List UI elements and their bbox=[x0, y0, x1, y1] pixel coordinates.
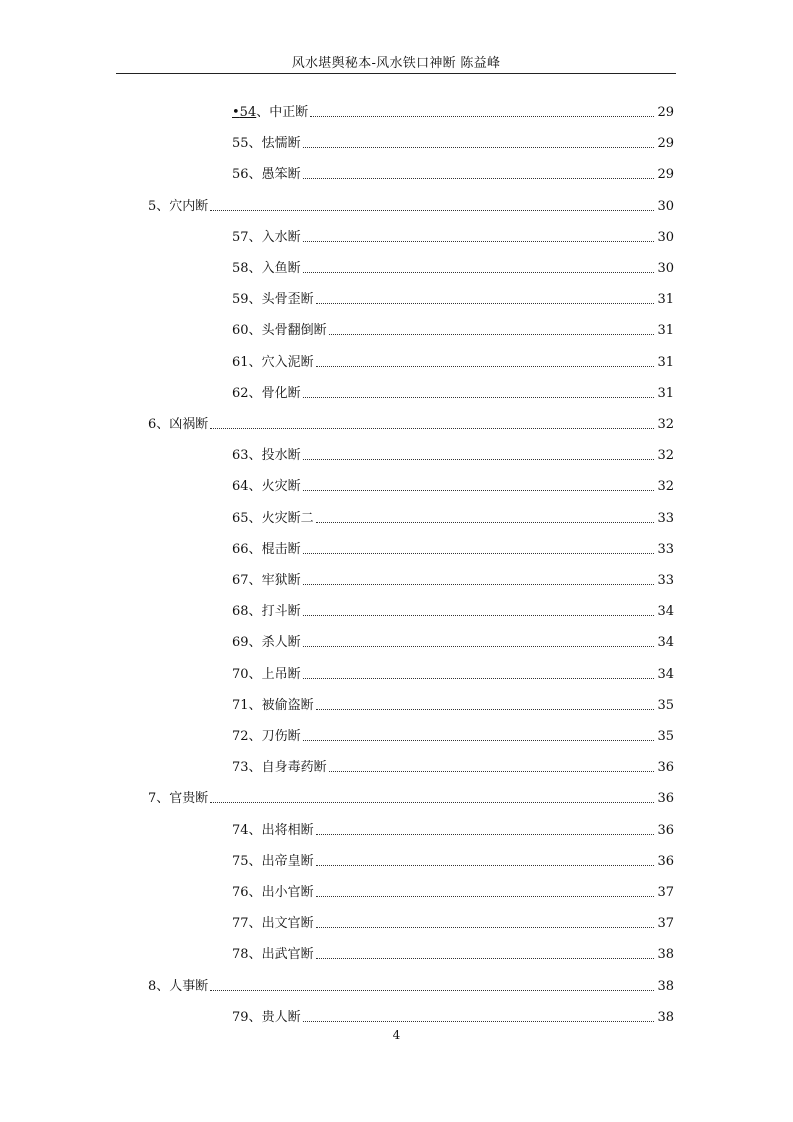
toc-leader-dots bbox=[303, 397, 655, 398]
toc-entry-label bbox=[232, 448, 301, 464]
toc-entry-title: 出小官断 bbox=[261, 885, 314, 900]
toc-entry-separator: 、 bbox=[248, 729, 262, 744]
toc-leader-dots bbox=[316, 958, 655, 959]
toc-entry-title: 打斗断 bbox=[261, 604, 301, 619]
toc-entry-separator: 、 bbox=[248, 230, 262, 245]
toc-entry-separator: 、 bbox=[248, 167, 262, 182]
toc-entry-number: 67 bbox=[232, 573, 249, 588]
toc-entry[interactable] bbox=[232, 288, 674, 308]
toc-entry-page: 33 bbox=[657, 573, 674, 588]
toc-entry-label bbox=[232, 542, 301, 558]
toc-entry[interactable] bbox=[232, 507, 674, 527]
toc-entry-number: 58 bbox=[232, 261, 249, 276]
toc-entry-page: 38 bbox=[657, 979, 674, 994]
toc-entry[interactable] bbox=[232, 569, 674, 589]
toc-entry-separator: 、 bbox=[248, 885, 262, 900]
toc-leader-dots bbox=[329, 771, 655, 772]
toc-entry-label bbox=[232, 635, 301, 651]
toc-entry-separator: 、 bbox=[248, 823, 262, 838]
toc-entry-label bbox=[232, 136, 301, 152]
toc-leader-dots bbox=[210, 210, 654, 211]
toc-entry-title: 出文官断 bbox=[261, 916, 314, 931]
toc-entry-page: 37 bbox=[657, 885, 674, 900]
toc-entry-label bbox=[232, 604, 301, 620]
toc-entry[interactable] bbox=[232, 819, 674, 839]
toc-entry-number: 8 bbox=[148, 979, 157, 994]
toc-entry-title: 官贵断 bbox=[169, 791, 209, 806]
toc-leader-dots bbox=[303, 646, 655, 647]
toc-entry-label bbox=[232, 854, 314, 870]
toc-entry-separator: 、 bbox=[156, 979, 170, 994]
toc-entry-number: 65 bbox=[232, 511, 249, 526]
toc-entry-number: 78 bbox=[232, 947, 249, 962]
toc-entry-page: 31 bbox=[657, 292, 674, 307]
toc-leader-dots bbox=[303, 490, 655, 491]
toc-entry[interactable] bbox=[232, 725, 674, 745]
toc-entry[interactable] bbox=[232, 756, 674, 776]
toc-entry-page: 29 bbox=[657, 136, 674, 151]
toc-entry-page: 32 bbox=[657, 479, 674, 494]
toc-entry-number: 7 bbox=[148, 791, 157, 806]
toc-entry[interactable] bbox=[232, 101, 674, 121]
toc-entry-page: 35 bbox=[657, 729, 674, 744]
toc-entry-title: 出帝皇断 bbox=[261, 854, 314, 869]
toc-entry-label bbox=[232, 823, 314, 839]
toc-entry-page: 34 bbox=[657, 635, 674, 650]
toc-entry-label bbox=[232, 261, 301, 277]
toc-entry-number: 63 bbox=[232, 448, 249, 463]
toc-entry[interactable] bbox=[232, 881, 674, 901]
toc-entry-number: 55 bbox=[232, 136, 249, 151]
toc-entry-separator: 、 bbox=[248, 1010, 262, 1025]
toc-entry-separator: 、 bbox=[156, 199, 170, 214]
toc-leader-dots bbox=[303, 241, 655, 242]
toc-leader-dots bbox=[316, 522, 655, 523]
toc-entry-title: 火灾断二 bbox=[261, 511, 314, 526]
toc-entry-page: 34 bbox=[657, 667, 674, 682]
toc-entry-label bbox=[148, 979, 208, 995]
toc-leader-dots bbox=[303, 459, 655, 460]
toc-leader-dots bbox=[316, 709, 655, 710]
toc-entry-page: 38 bbox=[657, 947, 674, 962]
toc-entry-label bbox=[232, 667, 301, 683]
toc-entry-separator: 、 bbox=[256, 105, 270, 120]
toc-entry-separator: 、 bbox=[248, 355, 262, 370]
toc-entry[interactable] bbox=[232, 382, 674, 402]
toc-entry[interactable] bbox=[232, 912, 674, 932]
toc-entry-number: 62 bbox=[232, 386, 249, 401]
toc-leader-dots bbox=[303, 178, 655, 179]
toc-entry-label bbox=[232, 167, 301, 183]
toc-entry[interactable] bbox=[232, 319, 674, 339]
toc-entry[interactable] bbox=[148, 975, 674, 995]
toc-entry-separator: 、 bbox=[248, 479, 262, 494]
toc-entry-title: 穴内断 bbox=[169, 199, 209, 214]
toc-leader-dots bbox=[303, 740, 655, 741]
toc-leader-dots bbox=[303, 615, 655, 616]
toc-entry-number: 74 bbox=[232, 823, 249, 838]
toc-entry-number: 73 bbox=[232, 760, 249, 775]
toc-leader-dots bbox=[303, 147, 655, 148]
toc-entry[interactable] bbox=[232, 226, 674, 246]
toc-entry-title: 被偷盗断 bbox=[261, 698, 314, 713]
toc-entry-title: 怯懦断 bbox=[261, 136, 301, 151]
toc-entry-separator: 、 bbox=[248, 448, 262, 463]
toc-entry-label bbox=[232, 511, 314, 527]
toc-entry[interactable] bbox=[232, 1006, 674, 1026]
toc-leader-dots bbox=[316, 303, 655, 304]
toc-entry-title: 出武官断 bbox=[261, 947, 314, 962]
toc-entry-label bbox=[232, 105, 308, 121]
toc-entry-title: 牢狱断 bbox=[261, 573, 301, 588]
toc-entry-separator: 、 bbox=[248, 261, 262, 276]
toc-entry-label bbox=[232, 573, 301, 589]
running-header: 风水堪舆秘本-风水铁口神断 陈益峰 bbox=[291, 56, 501, 71]
toc-entry-title: 入鱼断 bbox=[261, 261, 301, 276]
toc-entry-number: 68 bbox=[232, 604, 249, 619]
toc-entry-title: 头骨翻倒断 bbox=[261, 323, 327, 338]
toc-entry-separator: 、 bbox=[248, 916, 262, 931]
toc-entry-separator: 、 bbox=[156, 417, 170, 432]
toc-leader-dots bbox=[310, 116, 654, 117]
toc-entry-label bbox=[232, 230, 301, 246]
toc-entry-label bbox=[232, 386, 301, 402]
toc-entry-number: 66 bbox=[232, 542, 249, 557]
toc-entry-separator: 、 bbox=[248, 542, 262, 557]
toc-entry-number: 54 bbox=[239, 105, 257, 120]
toc-entry-separator: 、 bbox=[248, 604, 262, 619]
toc-entry-page: 36 bbox=[657, 823, 674, 838]
toc-entry[interactable] bbox=[148, 413, 674, 433]
toc-entry-page: 33 bbox=[657, 511, 674, 526]
toc-entry-number: 75 bbox=[232, 854, 249, 869]
toc-entry-number: 76 bbox=[232, 885, 249, 900]
toc-leader-dots bbox=[316, 865, 655, 866]
toc-entry-number: 57 bbox=[232, 230, 249, 245]
toc-entry-number: 60 bbox=[232, 323, 249, 338]
toc-entry-separator: 、 bbox=[248, 635, 262, 650]
toc-leader-dots bbox=[316, 927, 655, 928]
toc-entry[interactable] bbox=[232, 351, 674, 371]
toc-entry-label bbox=[148, 417, 208, 433]
toc-entry-separator: 、 bbox=[248, 511, 262, 526]
toc-entry-separator: 、 bbox=[156, 791, 170, 806]
toc-entry-label bbox=[232, 323, 327, 339]
toc-entry-label bbox=[232, 729, 301, 745]
toc-entry[interactable] bbox=[232, 163, 674, 183]
toc-entry-page: 32 bbox=[657, 417, 674, 432]
toc-entry-separator: 、 bbox=[248, 386, 262, 401]
toc-entry-number: 71 bbox=[232, 698, 249, 713]
toc-leader-dots bbox=[303, 1021, 655, 1022]
toc-leader-dots bbox=[316, 834, 655, 835]
toc-leader-dots bbox=[316, 366, 655, 367]
toc-entry-title: 贵人断 bbox=[261, 1010, 301, 1025]
toc-entry-title: 头骨歪断 bbox=[261, 292, 314, 307]
toc-entry-title: 上吊断 bbox=[261, 667, 301, 682]
toc-entry-separator: 、 bbox=[248, 760, 262, 775]
toc-entry-title: 入水断 bbox=[261, 230, 301, 245]
toc-entry-title: 骨化断 bbox=[261, 386, 301, 401]
toc-entry[interactable] bbox=[232, 257, 674, 277]
toc-leader-dots bbox=[210, 428, 654, 429]
toc-entry-page: 31 bbox=[657, 355, 674, 370]
toc-entry-separator: 、 bbox=[248, 136, 262, 151]
toc-leader-dots bbox=[303, 553, 655, 554]
toc-leader-dots bbox=[329, 334, 655, 335]
toc-entry-page: 38 bbox=[657, 1010, 674, 1025]
toc-entry-number: 5 bbox=[148, 199, 157, 214]
toc-entry-number: 69 bbox=[232, 635, 249, 650]
toc-entry-page: 30 bbox=[657, 230, 674, 245]
toc-entry-label bbox=[232, 916, 314, 932]
toc-entry-number: 72 bbox=[232, 729, 249, 744]
page-number: 4 bbox=[392, 1028, 401, 1042]
toc-entry-separator: 、 bbox=[248, 292, 262, 307]
toc-entry-label bbox=[232, 479, 301, 495]
toc-entry-label bbox=[232, 292, 314, 308]
toc-entry-label bbox=[148, 199, 208, 215]
toc-entry-label bbox=[232, 760, 327, 776]
toc-entry-title: 杀人断 bbox=[261, 635, 301, 650]
toc-entry-title: 火灾断 bbox=[261, 479, 301, 494]
toc-entry-page: 36 bbox=[657, 760, 674, 775]
header-rule bbox=[116, 73, 676, 74]
toc-entry-separator: 、 bbox=[248, 667, 262, 682]
toc-entry-separator: 、 bbox=[248, 698, 262, 713]
toc-entry-page: 33 bbox=[657, 542, 674, 557]
toc-entry-label bbox=[232, 355, 314, 371]
toc-entry-label bbox=[232, 698, 314, 714]
toc-entry-number: 79 bbox=[232, 1010, 249, 1025]
toc-entry-number: 59 bbox=[232, 292, 249, 307]
toc-entry-separator: 、 bbox=[248, 947, 262, 962]
toc-entry-title: 刀伤断 bbox=[261, 729, 301, 744]
toc-entry-page: 31 bbox=[657, 386, 674, 401]
toc-entry-page: 29 bbox=[657, 167, 674, 182]
toc-entry-page: 32 bbox=[657, 448, 674, 463]
toc-entry-title: 愚笨断 bbox=[261, 167, 301, 182]
toc-leader-dots bbox=[210, 802, 654, 803]
toc-entry-label bbox=[232, 1010, 301, 1026]
toc-entry-title: 中正断 bbox=[269, 105, 309, 120]
toc-entry-number: 56 bbox=[232, 167, 249, 182]
toc-entry-number: 77 bbox=[232, 916, 249, 931]
toc-entry-title: 出将相断 bbox=[261, 823, 314, 838]
toc-entry[interactable] bbox=[232, 850, 674, 870]
toc-entry-number: 61 bbox=[232, 355, 249, 370]
toc-entry[interactable] bbox=[232, 444, 674, 464]
toc-entry-page: 29 bbox=[657, 105, 674, 120]
toc-entry-title: 凶祸断 bbox=[169, 417, 209, 432]
toc-entry[interactable] bbox=[232, 663, 674, 683]
toc-leader-dots bbox=[316, 896, 655, 897]
toc-entry[interactable] bbox=[232, 600, 674, 620]
toc-entry-page: 35 bbox=[657, 698, 674, 713]
toc-entry-page: 37 bbox=[657, 916, 674, 931]
toc-entry-page: 30 bbox=[657, 261, 674, 276]
toc-entry[interactable] bbox=[232, 694, 674, 714]
toc-entry[interactable] bbox=[232, 475, 674, 495]
toc-entry-label bbox=[232, 947, 314, 963]
toc-entry-number: 6 bbox=[148, 417, 157, 432]
toc-entry-title: 人事断 bbox=[169, 979, 209, 994]
toc-entry-number: 70 bbox=[232, 667, 249, 682]
toc-entry-title: 自身毒药断 bbox=[261, 760, 327, 775]
toc-entry-page: 36 bbox=[657, 791, 674, 806]
toc-entry[interactable] bbox=[232, 538, 674, 558]
toc-leader-dots bbox=[303, 272, 655, 273]
toc-entry-page: 34 bbox=[657, 604, 674, 619]
toc-entry-separator: 、 bbox=[248, 323, 262, 338]
toc-entry-title: 穴入泥断 bbox=[261, 355, 314, 370]
toc-leader-dots bbox=[303, 584, 655, 585]
toc-entry[interactable] bbox=[232, 132, 674, 152]
toc-entry-page: 31 bbox=[657, 323, 674, 338]
toc-entry[interactable] bbox=[232, 631, 674, 651]
toc-entry-label bbox=[232, 885, 314, 901]
toc-leader-dots bbox=[210, 990, 654, 991]
toc-entry-separator: 、 bbox=[248, 854, 262, 869]
toc-leader-dots bbox=[303, 678, 655, 679]
toc-entry-page: 36 bbox=[657, 854, 674, 869]
toc-entry[interactable] bbox=[148, 195, 674, 215]
toc-entry[interactable] bbox=[148, 787, 674, 807]
toc-entry-label bbox=[148, 791, 208, 807]
toc-entry-separator: 、 bbox=[248, 573, 262, 588]
toc-entry-page: 30 bbox=[657, 199, 674, 214]
toc-entry-title: 棍击断 bbox=[261, 542, 301, 557]
toc-entry[interactable] bbox=[232, 943, 674, 963]
toc-marker: • bbox=[232, 105, 240, 120]
toc-entry-title: 投水断 bbox=[261, 448, 301, 463]
toc-entry-number: 64 bbox=[232, 479, 249, 494]
